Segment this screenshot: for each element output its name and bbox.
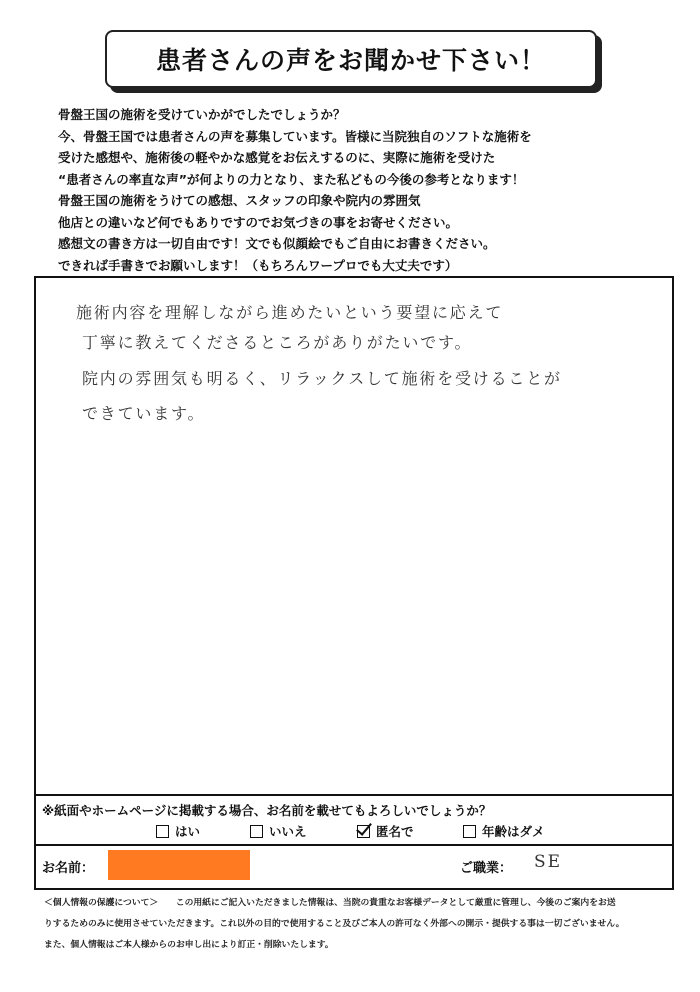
- option-anonymous-label: 匿名で: [376, 824, 414, 839]
- checkbox-anonymous[interactable]: [357, 825, 370, 838]
- intro-line: 受けた感想や、施術後の軽やかな感覚をお伝えするのに、実際に施術を受けた: [58, 150, 496, 165]
- option-anonymous[interactable]: [357, 822, 414, 840]
- comment-line: 施術内容を理解しながら進めたいという要望に応えて: [76, 303, 504, 322]
- intro-line: 骨盤王国の施術を受けていかがでしたでしょうか？: [58, 107, 346, 122]
- publish-consent-row: [36, 794, 672, 846]
- option-no-age-label: 年齢はダメ: [482, 824, 545, 839]
- comment-line: できています。: [82, 404, 206, 423]
- option-no-label: いいえ: [269, 824, 307, 839]
- job-value[interactable]: SE: [534, 852, 563, 872]
- option-yes[interactable]: [156, 822, 200, 840]
- publish-question: ※紙面やホームページに掲載する場合、お名前を載せてもよろしいでしょうか？: [42, 803, 492, 818]
- checkbox-yes[interactable]: [156, 825, 169, 838]
- intro-line: 感想文の書き方は一切自由です！文でも似顔絵でもご自由にお書きください。: [58, 236, 496, 251]
- intro-line: できれば手書きでお願いします！（もちろんワープロでも大丈夫です）: [58, 257, 458, 273]
- title-box: [105, 30, 597, 88]
- intro-line: “患者さんの率直な声”が何よりの力となり、また私どもの今後の参考となります！: [58, 171, 525, 187]
- privacy-line: りするためのみに使用させていただきます。これ以外の目的で使用すること及びご本人の許可なく外部への開示・提供する事は一切ございません。: [44, 919, 625, 929]
- name-redaction: [108, 850, 250, 880]
- survey-form: [34, 276, 674, 890]
- intro-line: 骨盤王国の施術をうけての感想、スタッフの印象や院内の雰囲気: [58, 193, 421, 208]
- intro-text: [58, 104, 688, 276]
- name-label: お名前：: [42, 861, 95, 876]
- comment-area[interactable]: [36, 278, 672, 794]
- name-job-row: [36, 844, 672, 888]
- job-label: ご職業：: [460, 861, 513, 876]
- checkbox-no[interactable]: [250, 825, 263, 838]
- privacy-notice: [44, 893, 692, 956]
- comment-line: 丁寧に教えてくださるところがありがたいです。: [82, 333, 473, 352]
- option-no-age[interactable]: [463, 822, 545, 840]
- checkbox-no-age[interactable]: [463, 825, 476, 838]
- option-yes-label: はい: [175, 824, 201, 839]
- intro-line: 今、骨盤王国では患者さんの声を募集しています。皆様に当院独自のソフトな施術を: [58, 128, 532, 144]
- privacy-line: ＜個人情報の保護について＞ この用紙にご記入いただきました情報は、当院の貴重なお客様データとして厳重に管理し、今後のご案内をお送: [44, 898, 616, 908]
- comment-line: 院内の雰囲気も明るく、リラックスして施術を受けることが: [82, 369, 562, 388]
- privacy-line: また、個人情報はご本人様からのお申し出により訂正・削除いたします。: [44, 940, 334, 950]
- option-no[interactable]: [250, 822, 307, 840]
- page-title: 患者さんの声をお聞かせ下さい！: [155, 46, 546, 75]
- intro-line: 他店との違いなど何でもありですのでお気づきの事をお寄せください。: [58, 214, 459, 230]
